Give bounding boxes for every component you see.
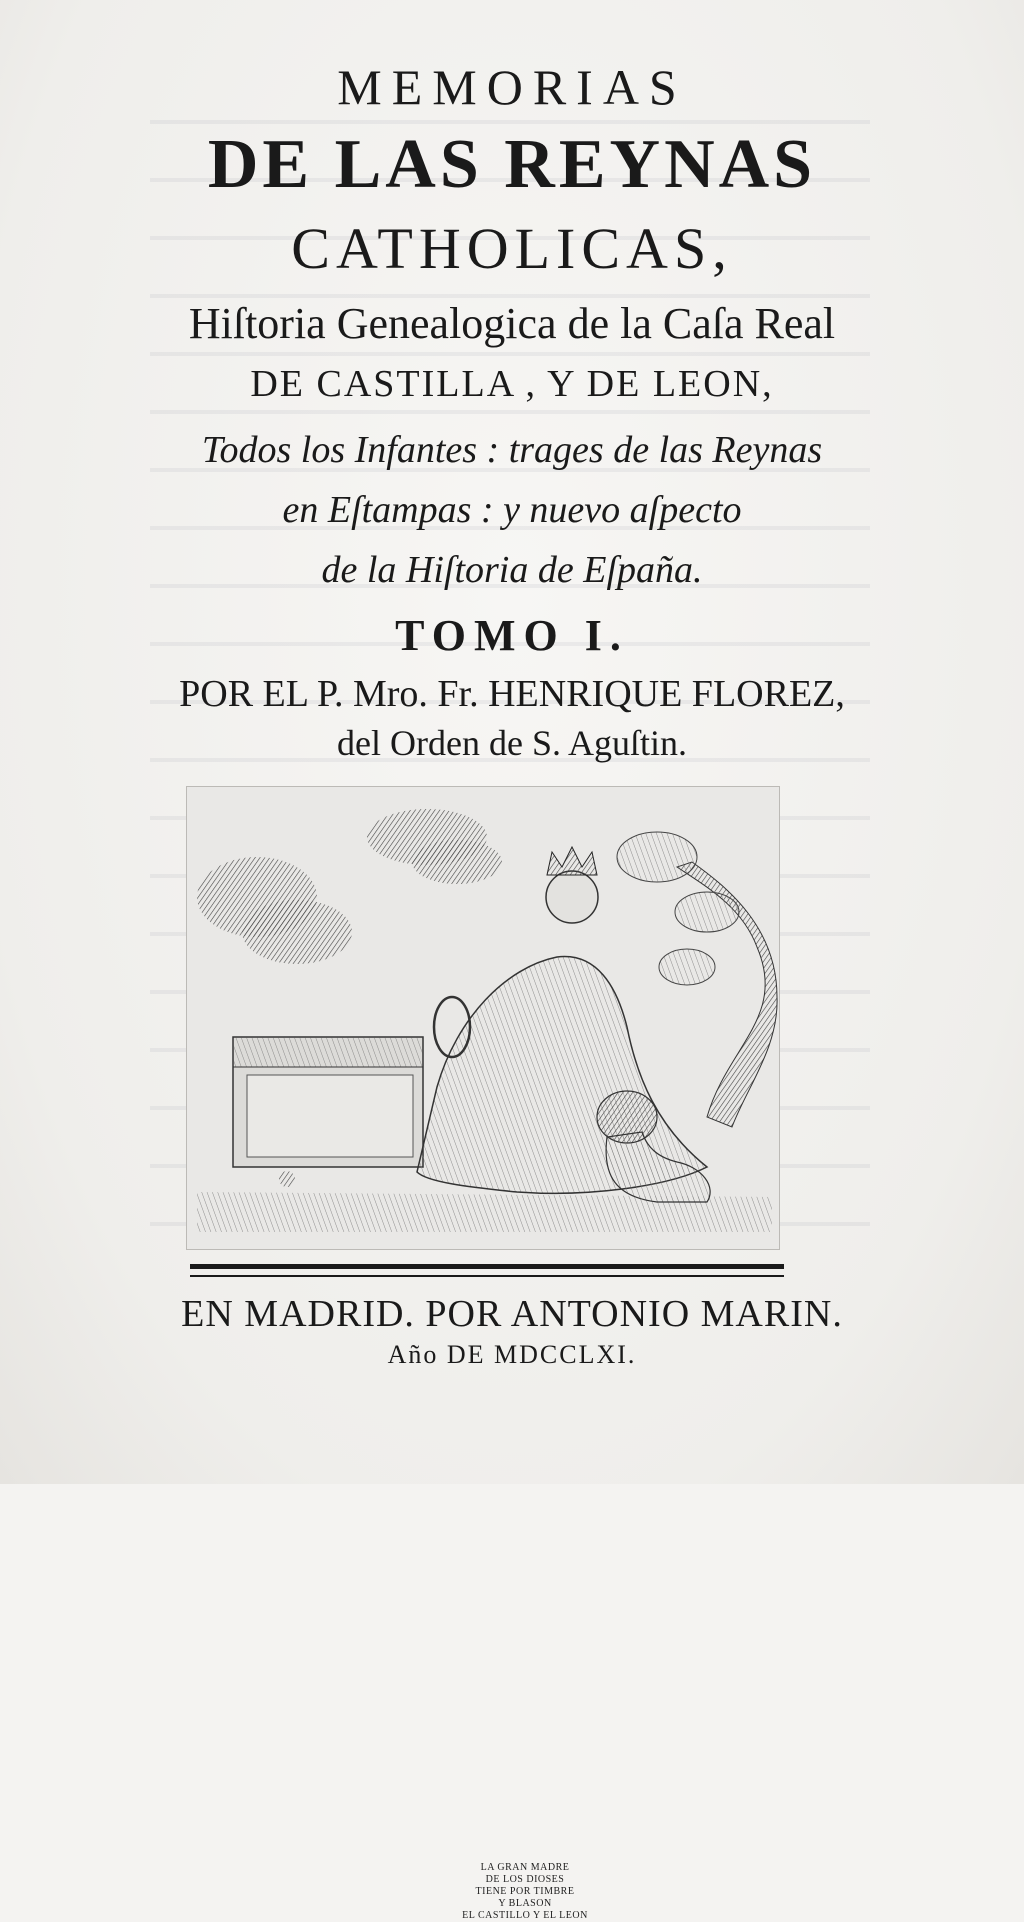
stone — [279, 1171, 295, 1187]
title-line-memorias: MEMORIAS — [337, 59, 687, 115]
volume-label: TOMO I. — [395, 611, 629, 660]
title-line-reynas: DE LAS REYNAS — [207, 126, 817, 203]
cloud-left — [197, 857, 352, 964]
inscription-line: DE LOS DIOSES — [485, 1874, 565, 1885]
title-line-catholicas: CATHOLICAS, — [291, 216, 733, 281]
divider-rule-thick — [190, 1264, 784, 1269]
subtitle-infantes: Todos los Infantes : trages de las Reynas — [201, 429, 823, 471]
subtitle-historia: Hiſtoria Genealogica de la Caſa Real — [188, 299, 836, 348]
inscription-line: EL CASTILLO Y EL LEON — [462, 1910, 588, 1921]
cloud-right — [367, 809, 502, 884]
inscription-line: LA GRAN MADRE — [480, 1862, 570, 1873]
author-line: POR EL P. Mro. Fr. HENRIQUE FLOREZ, — [179, 673, 845, 715]
engraving-illustration — [187, 787, 779, 1249]
divider-rule-thin — [190, 1275, 784, 1277]
inscription-line: Y BLASON — [498, 1898, 552, 1909]
seated-queen-figure — [417, 847, 707, 1193]
subtitle-estampas: en Eſtampas : y nuevo aſpecto — [282, 489, 742, 531]
author-order: del Orden de S. Aguſtin. — [337, 723, 687, 763]
inscribed-pedestal — [233, 1037, 423, 1167]
pedestal-inscription — [445, 1862, 605, 1922]
subtitle-castilla: DE CASTILLA , Y DE LEON, — [250, 363, 774, 405]
inscription-line: TIENE POR TIMBRE — [475, 1886, 575, 1897]
subtitle-espana: de la Hiſtoria de Eſpaña. — [321, 549, 703, 591]
imprint-year: Año DE MDCCLXI. — [387, 1340, 637, 1369]
tree-foliage — [617, 832, 739, 985]
imprint-place: EN MADRID. POR ANTONIO MARIN. — [181, 1293, 843, 1335]
